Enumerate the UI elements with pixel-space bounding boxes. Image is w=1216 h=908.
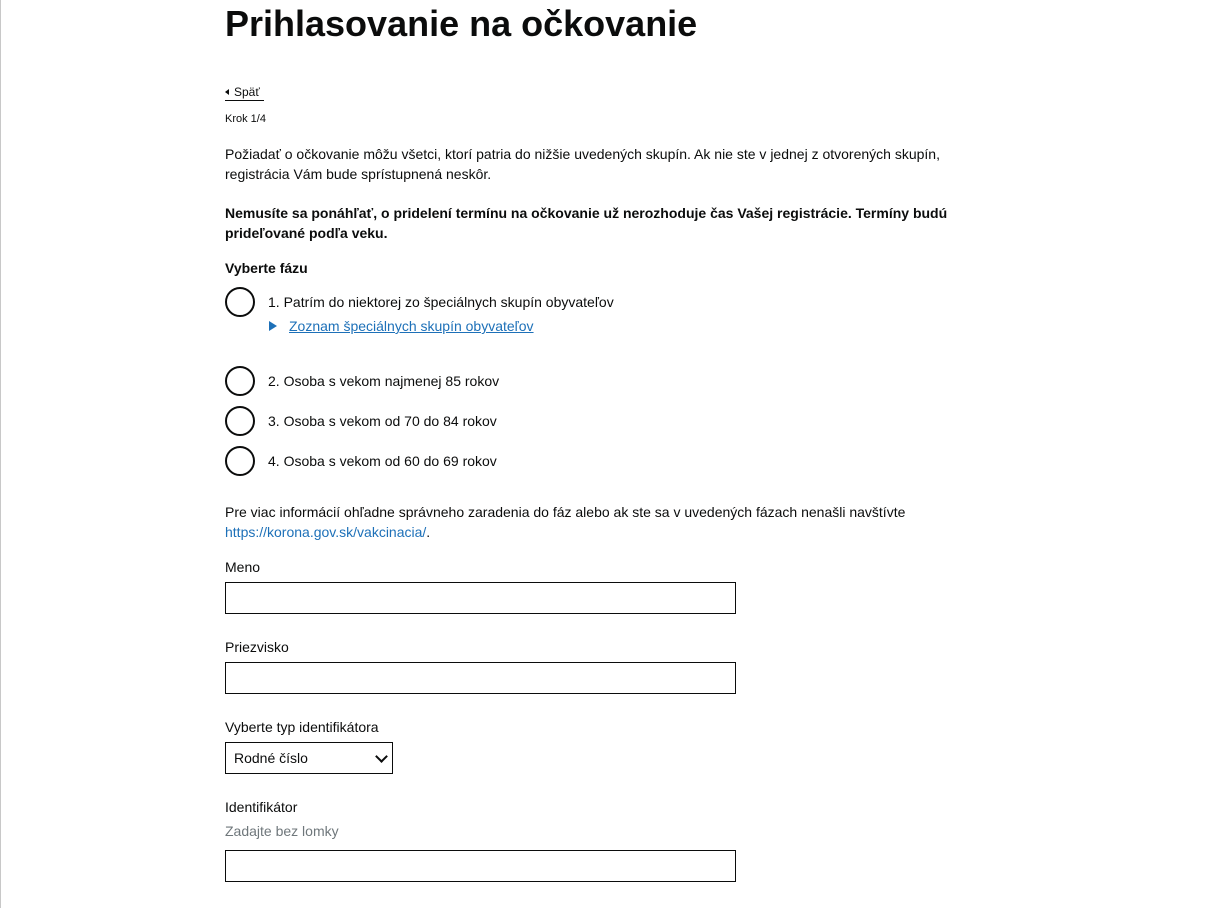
back-link[interactable] xyxy=(225,84,264,101)
info-text xyxy=(225,502,965,542)
step-indicator: Krok 1/4 xyxy=(225,113,266,125)
phase-option-1[interactable] xyxy=(225,287,614,317)
info-text-body: Pre viac informácií ohľadne správneho zaradenia do fáz alebo ak ste sa v uvedených fázach nenašli navštívte xyxy=(225,504,906,520)
id-type-label: Vyberte typ identifikátora xyxy=(225,719,379,735)
phase-option-3[interactable] xyxy=(225,406,497,436)
first-name-label: Meno xyxy=(225,559,261,575)
phase-option-4[interactable] xyxy=(225,446,497,476)
special-groups-link[interactable]: Zoznam špeciálnych skupín obyvateľov xyxy=(289,318,534,334)
info-text-suffix: . xyxy=(426,524,431,540)
special-groups-details[interactable] xyxy=(269,318,534,334)
radio-button[interactable] xyxy=(225,446,255,476)
identifier-label: Identifikátor xyxy=(225,799,298,815)
identifier-hint: Zadajte bez lomky xyxy=(225,823,339,839)
last-name-input[interactable] xyxy=(225,662,736,694)
caret-left-icon xyxy=(225,89,229,95)
identifier-input[interactable] xyxy=(225,850,736,882)
page-left-border xyxy=(0,0,1,908)
intro-text: Požiadať o očkovanie môžu všetci, ktorí patria do nižšie uvedených skupín. Ak nie ste v jednej z otvorených skupín, registrácia Vám bude sprístupnená neskôr. xyxy=(225,146,940,182)
radio-button[interactable] xyxy=(225,287,255,317)
back-link-label: Späť xyxy=(234,85,260,99)
radio-button[interactable] xyxy=(225,366,255,396)
note-text: Nemusíte sa ponáhľať, o pridelení termínu na očkovanie už nerozhoduje čas Vašej registrácie. Termíny budú prideľované podľa veku. xyxy=(225,205,948,241)
phase-option-2[interactable] xyxy=(225,366,499,396)
phase-option-label: 1. Patrím do niektorej zo špeciálnych skupín obyvateľov xyxy=(268,294,614,310)
phase-option-label: 3. Osoba s vekom od 70 do 84 rokov xyxy=(268,413,497,429)
phase-legend: Vyberte fázu xyxy=(225,260,308,276)
phase-option-label: 2. Osoba s vekom najmenej 85 rokov xyxy=(268,373,500,389)
chevron-down-icon xyxy=(375,750,388,763)
last-name-label: Priezvisko xyxy=(225,639,289,655)
phase-option-label: 4. Osoba s vekom od 60 do 69 rokov xyxy=(268,453,497,469)
caret-right-icon xyxy=(269,321,277,331)
radio-button[interactable] xyxy=(225,406,255,436)
first-name-input[interactable] xyxy=(225,582,736,614)
id-type-select[interactable] xyxy=(225,742,393,774)
id-type-selected-value: Rodné číslo xyxy=(234,750,308,766)
vaccination-info-link[interactable]: https://korona.gov.sk/vakcinacia/ xyxy=(225,524,427,540)
page-title: Prihlasovanie na očkovanie xyxy=(225,3,698,44)
